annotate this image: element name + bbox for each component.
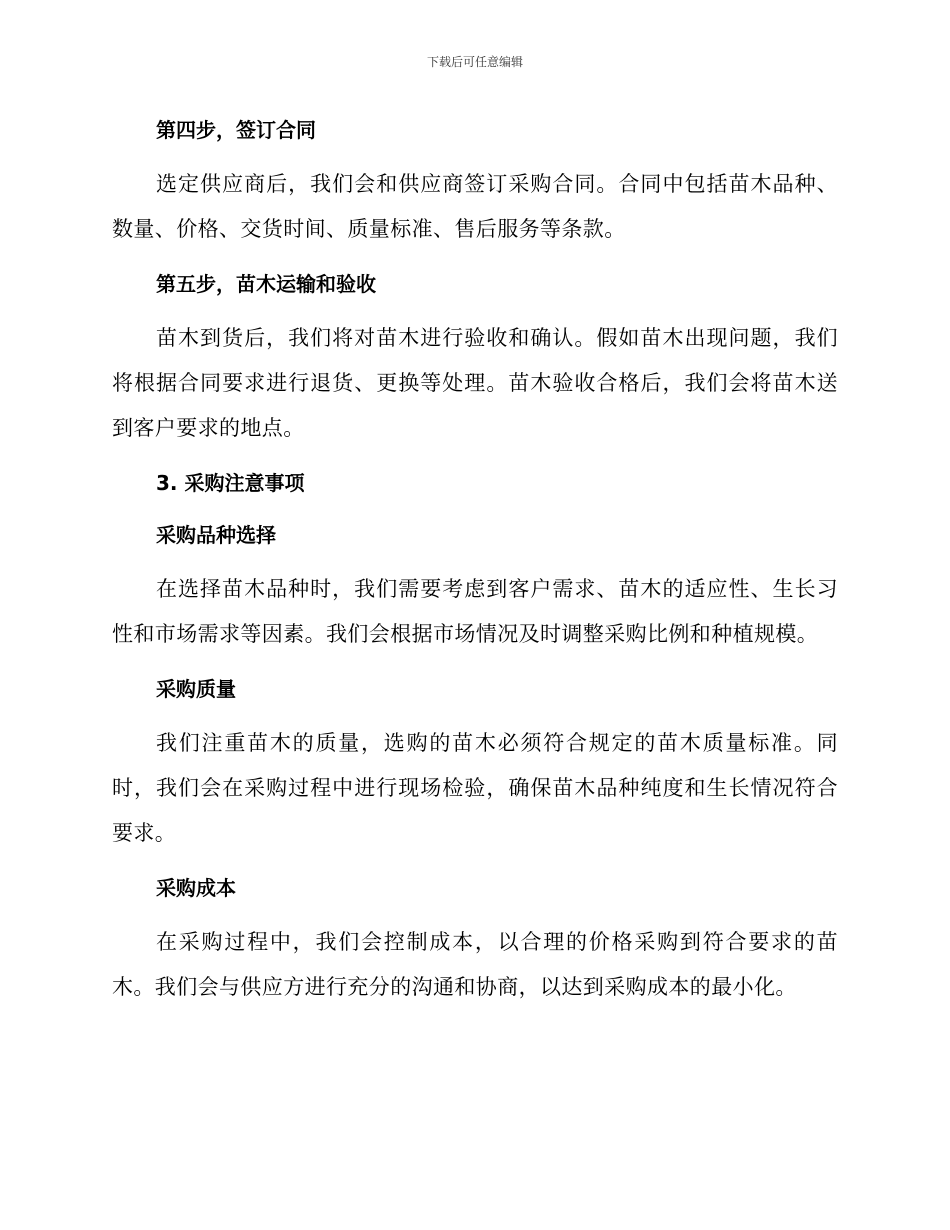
page-header: 下载后可任意编辑: [426, 55, 523, 69]
section-heading-step5: 第五步，苗木运输和验收: [156, 272, 376, 296]
paragraph-quality: 我们注重苗木的质量，选购的苗木必须符合规定的苗木质量标准。同时，我们会在采购过程中进行现场检验，确保苗木品种纯度和生长情况符合要求。: [112, 731, 838, 845]
paragraph-step4: 选定供应商后，我们会和供应商签订采购合同。合同中包括苗木品种、数量、价格、交货时间、质量标准、售后服务等条款。: [112, 172, 838, 241]
section-heading-cost: 采购成本: [156, 876, 236, 900]
section-heading-variety: 采购品种选择: [156, 523, 276, 547]
paragraph-step5: 苗木到货后，我们将对苗木进行验收和确认。假如苗木出现问题，我们将根据合同要求进行退货、更换等处理。苗木验收合格后，我们会将苗木送到客户要求的地点。: [112, 326, 838, 440]
section-heading-notes: 3. 采购注意事项: [156, 471, 305, 495]
section-heading-quality: 采购质量: [156, 677, 236, 701]
section-heading-step4: 第四步，签订合同: [156, 118, 316, 142]
paragraph-variety: 在选择苗木品种时，我们需要考虑到客户需求、苗木的适应性、生长习性和市场需求等因素。我们会根据市场情况及时调整采购比例和种植规模。: [112, 577, 838, 646]
paragraph-cost: 在采购过程中，我们会控制成本，以合理的价格采购到符合要求的苗木。我们会与供应方进行充分的沟通和协商，以达到采购成本的最小化。: [112, 930, 838, 999]
document-body: [112, 110, 838, 1010]
